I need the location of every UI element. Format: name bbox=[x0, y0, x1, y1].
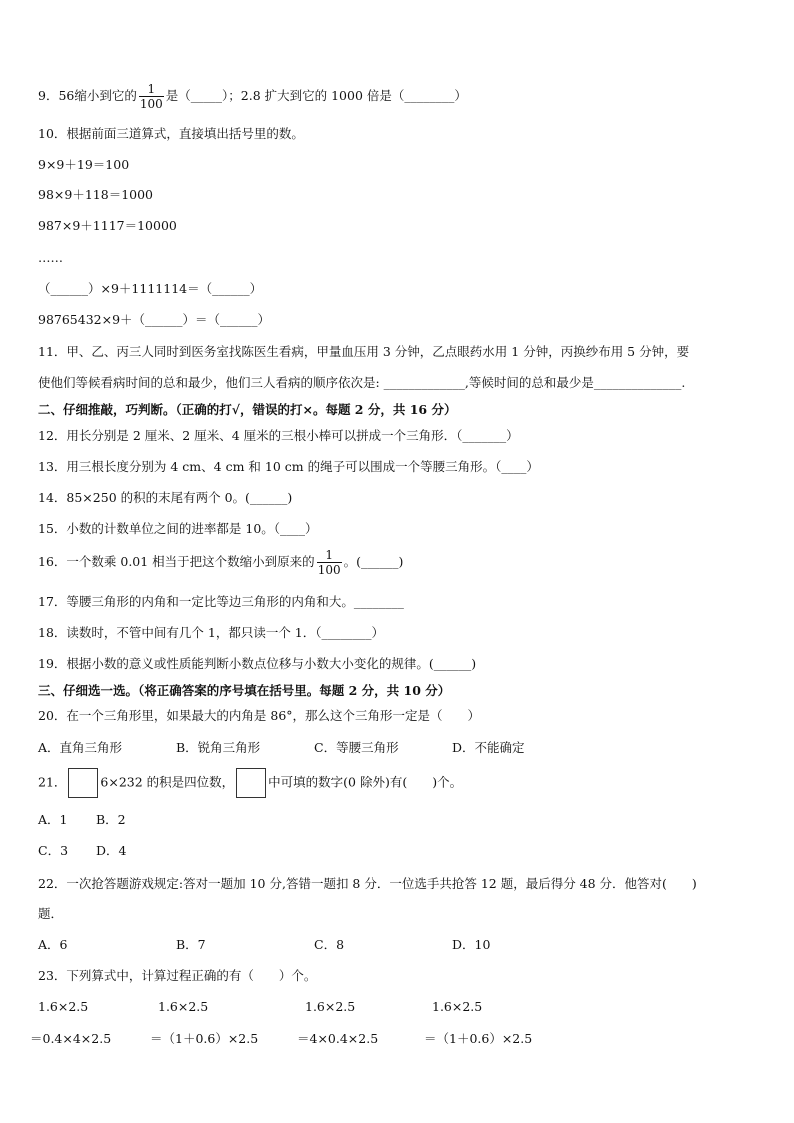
question-11-line-2: 使他们等候看病时间的总和最少，他们三人看病的顺序依次是: _____________,等候时间的总和最少是______________. bbox=[38, 375, 686, 390]
question-12: 12．用长分别是 2 厘米、2 厘米、4 厘米的三根小棒可以拼成一个三角形．（_______） bbox=[38, 428, 519, 443]
q21-option-c: C．3 bbox=[38, 843, 69, 858]
equation-2: 98×9＋118＝1000 bbox=[38, 187, 154, 202]
question-16 bbox=[38, 548, 403, 577]
fraction-denominator: 100 bbox=[317, 563, 341, 577]
q20-option-a: A．直角三角形 bbox=[38, 740, 123, 755]
question-15: 15．小数的计数单位之间的进率都是 10。（____） bbox=[38, 521, 318, 536]
fraction-1-100 bbox=[317, 548, 342, 577]
question-19: 19．根据小数的意义或性质能判断小数点位移与小数大小变化的规律。(______) bbox=[38, 656, 477, 671]
question-17: 17．等腰三角形的内角和一定比等边三角形的内角和大。________ bbox=[38, 594, 404, 609]
question-20: 20．在一个三角形里，如果最大的内角是 86°，那么这个三角形一定是（ ） bbox=[38, 708, 481, 723]
blank-box bbox=[68, 768, 98, 798]
q22-option-c: C．8 bbox=[314, 937, 345, 952]
q23-expr-3-line-1: 1.6×2.5 bbox=[305, 999, 356, 1014]
q23-expr-1-line-1: 1.6×2.5 bbox=[38, 999, 89, 1014]
q21-option-a: A．1 bbox=[38, 812, 68, 827]
question-16-text-b: 。(______) bbox=[343, 554, 404, 569]
question-22-line-1: 22．一次抢答题游戏规定:答对一题加 10 分,答错一题扣 8 分．一位选手共抢答 12 题，最后得分 48 分．他答对( ) bbox=[38, 876, 697, 891]
question-21-text-b: 6×232 的积是四位数， bbox=[100, 774, 235, 790]
q20-option-d: D．不能确定 bbox=[452, 740, 525, 755]
question-9-text-a: 9．56缩小到它的 bbox=[38, 88, 137, 103]
q23-expr-1-line-2: ＝0.4×4×2.5 bbox=[30, 1031, 112, 1046]
ellipsis: …… bbox=[38, 250, 63, 265]
q22-option-b: B．7 bbox=[176, 937, 206, 952]
fraction-1-100 bbox=[139, 82, 164, 111]
q23-expr-4-line-1: 1.6×2.5 bbox=[432, 999, 483, 1014]
question-23: 23．下列算式中，计算过程正确的有（ ）个。 bbox=[38, 968, 317, 983]
question-11-line-1: 11．甲、乙、丙三人同时到医务室找陈医生看病，甲量血压用 3 分钟，乙点眼药水用 1 分钟，丙换纱布用 5 分钟，要 bbox=[38, 344, 690, 359]
fraction-denominator: 100 bbox=[139, 97, 163, 111]
question-21 bbox=[38, 768, 462, 798]
question-21-text-c: 中可填的数字(0 除外)有( )个。 bbox=[268, 774, 463, 790]
q21-option-d: D．4 bbox=[96, 843, 127, 858]
equation-3: 987×9＋1117＝10000 bbox=[38, 218, 177, 233]
section-3-heading: 三、仔细选一选。（将正确答案的序号填在括号里。每题 2 分，共 10 分） bbox=[38, 683, 451, 698]
q21-option-b: B．2 bbox=[96, 812, 126, 827]
question-9-text-b: 是（_____）；2.8 扩大到它的 1000 倍是（________） bbox=[165, 88, 467, 103]
section-2-heading: 二、仔细推敲，巧判断。（正确的打√，错误的打×。每题 2 分，共 16 分） bbox=[38, 402, 457, 417]
q23-expr-2-line-2: ＝（1＋0.6）×2.5 bbox=[150, 1031, 259, 1046]
q23-expr-2-line-1: 1.6×2.5 bbox=[158, 999, 209, 1014]
question-14: 14．85×250 的积的末尾有两个 0。(______) bbox=[38, 490, 293, 505]
equation-4: （______）×9＋1111114＝（______） bbox=[38, 281, 263, 296]
fraction-numerator: 1 bbox=[147, 82, 156, 96]
question-9 bbox=[38, 82, 467, 111]
question-16-text-a: 16．一个数乘 0.01 相当于把这个数缩小到原来的 bbox=[38, 554, 315, 569]
fraction-numerator: 1 bbox=[325, 548, 333, 562]
q20-option-b: B．锐角三角形 bbox=[176, 740, 261, 755]
equation-1: 9×9＋19＝100 bbox=[38, 157, 130, 172]
question-18: 18．读数时，不管中间有几个 1，都只读一个 1．（________） bbox=[38, 625, 385, 640]
question-10: 10．根据前面三道算式，直接填出括号里的数。 bbox=[38, 126, 304, 141]
question-21-number: 21． bbox=[38, 774, 67, 790]
question-22-line-2: 题． bbox=[38, 906, 64, 921]
q23-expr-4-line-2: ＝（1＋0.6）×2.5 bbox=[424, 1031, 533, 1046]
q23-expr-3-line-2: ＝4×0.4×2.5 bbox=[297, 1031, 379, 1046]
question-13: 13．用三根长度分别为 4 cm、4 cm 和 10 cm 的绳子可以围成一个等腰三角形。（____） bbox=[38, 459, 539, 474]
blank-box bbox=[236, 768, 266, 798]
q22-option-d: D．10 bbox=[452, 937, 491, 952]
q20-option-c: C．等腰三角形 bbox=[314, 740, 399, 755]
q22-option-a: A．6 bbox=[38, 937, 68, 952]
equation-5: 98765432×9＋（______）＝（______） bbox=[38, 312, 271, 327]
